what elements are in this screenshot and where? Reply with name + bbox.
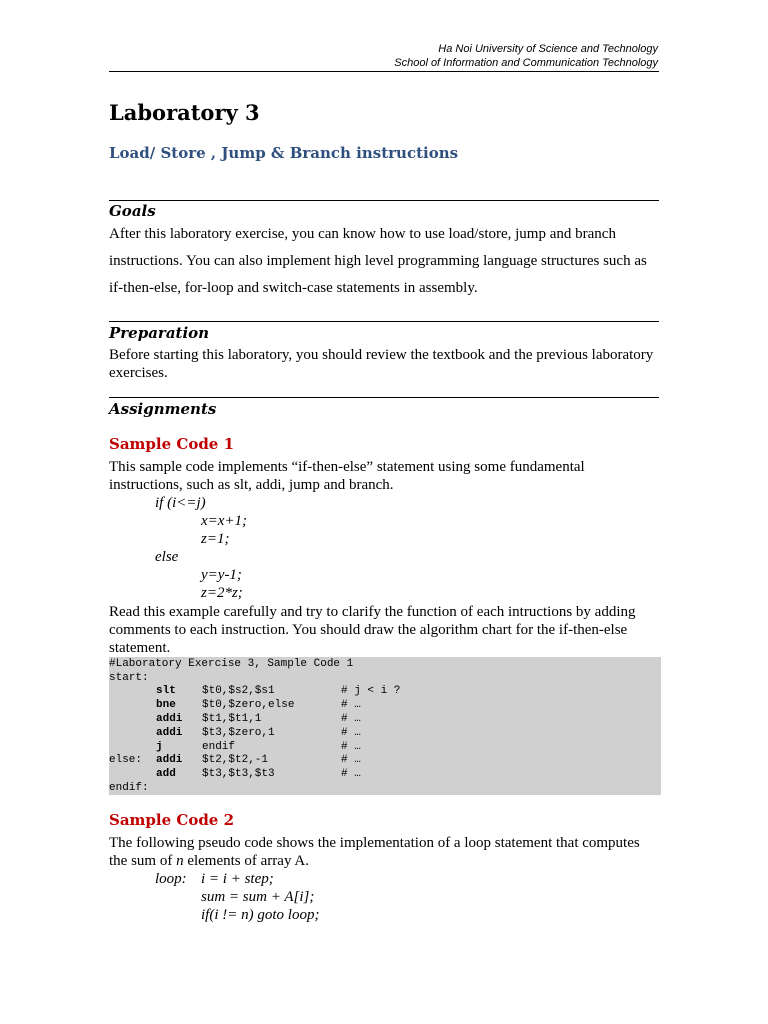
code-line — [109, 767, 361, 781]
page-title: Laboratory 3 — [109, 100, 260, 125]
goals-heading: Goals — [109, 202, 156, 220]
sample2-intro — [109, 834, 661, 870]
loop-label: loop: — [155, 871, 187, 887]
code-comment: # … — [341, 699, 361, 711]
code-line — [109, 740, 361, 754]
code-label: #Laboratory Exercise 3, Sample Code 1 — [109, 658, 354, 670]
sample1-intro: This sample code implements “if-then-else” statement using some fundamental instructions, such as slt, addi, jump and branch. — [109, 459, 585, 493]
code-opcode: bne — [156, 699, 176, 711]
code-opcode: slt — [156, 685, 176, 697]
code-line — [109, 781, 149, 795]
header-university: Ha Noi University of Science and Technology — [438, 43, 658, 55]
loop-line: i = i + step; — [201, 871, 274, 887]
page-subtitle: Load/ Store , Jump & Branch instructions — [109, 144, 459, 162]
code-opcode: addi — [156, 713, 183, 725]
code-operands: endif — [202, 741, 236, 753]
loop-line: sum = sum + A[i]; — [201, 889, 315, 905]
code-line — [109, 753, 361, 767]
code-label: start: — [109, 672, 149, 684]
code-comment: # … — [341, 754, 361, 766]
code-line — [109, 698, 361, 712]
code-line — [109, 684, 401, 698]
code-operands: $t2,$t2,-1 — [202, 754, 269, 766]
code-label: else: — [109, 754, 143, 766]
loop-line: if(i != n) goto loop; — [201, 907, 320, 923]
pseudo-line: if (i<=j) — [155, 495, 206, 511]
code-operands: $t3,$t3,$t3 — [202, 768, 275, 780]
pseudo-line: y=y-1; — [201, 567, 242, 583]
code-operands: $t3,$zero,1 — [202, 727, 275, 739]
code-line — [109, 712, 361, 726]
code-opcode: j — [156, 741, 163, 753]
header-school: School of Information and Communication Technology — [394, 57, 658, 69]
code-line — [109, 657, 354, 671]
code-operands: $t0,$zero,else — [202, 699, 295, 711]
variable-n: n — [176, 853, 184, 869]
code-comment: # j < i ? — [341, 685, 401, 697]
code-comment: # … — [341, 713, 361, 725]
assignments-rule — [109, 397, 659, 398]
assignments-heading: Assignments — [109, 400, 217, 418]
goals-rule — [109, 200, 659, 201]
code-line — [109, 726, 361, 740]
pseudo-line: z=1; — [201, 531, 230, 547]
code-label: endif: — [109, 782, 149, 794]
code-comment: # … — [341, 741, 361, 753]
pseudo-line: else — [155, 549, 179, 565]
sample1-heading: Sample Code 1 — [109, 435, 235, 453]
sample2-intro-b: elements of array A. — [183, 853, 309, 869]
pseudo-line: x=x+1; — [201, 513, 248, 529]
goals-text: After this laboratory exercise, you can know how to use load/store, jump and branch instructions. You can also implement high level programming language structures such as if-then-else, for-loop and switch-case statements in assembly. — [109, 226, 647, 296]
code-operands: $t0,$s2,$s1 — [202, 685, 275, 697]
sample2-intro-a: The following pseudo code shows the implementation of a loop statement that computes the sum of — [109, 835, 640, 869]
preparation-heading: Preparation — [109, 324, 210, 342]
code-comment: # … — [341, 727, 361, 739]
pseudo-line: z=2*z; — [201, 585, 243, 601]
assembly-code-block — [109, 657, 661, 795]
sample1-instructions: Read this example carefully and try to clarify the function of each intructions by adding comments to each instruction. You should draw the algorithm chart for the if-then-else statement. — [109, 604, 636, 656]
code-opcode: addi — [156, 754, 183, 766]
header-rule — [109, 71, 659, 72]
preparation-rule — [109, 321, 659, 322]
code-opcode: add — [156, 768, 176, 780]
page-header — [394, 42, 658, 70]
code-line — [109, 671, 149, 685]
sample2-heading: Sample Code 2 — [109, 811, 235, 829]
preparation-text: Before starting this laboratory, you should review the textbook and the previous laboratory exercises. — [109, 347, 654, 381]
code-operands: $t1,$t1,1 — [202, 713, 262, 725]
code-comment: # … — [341, 768, 361, 780]
code-opcode: addi — [156, 727, 183, 739]
